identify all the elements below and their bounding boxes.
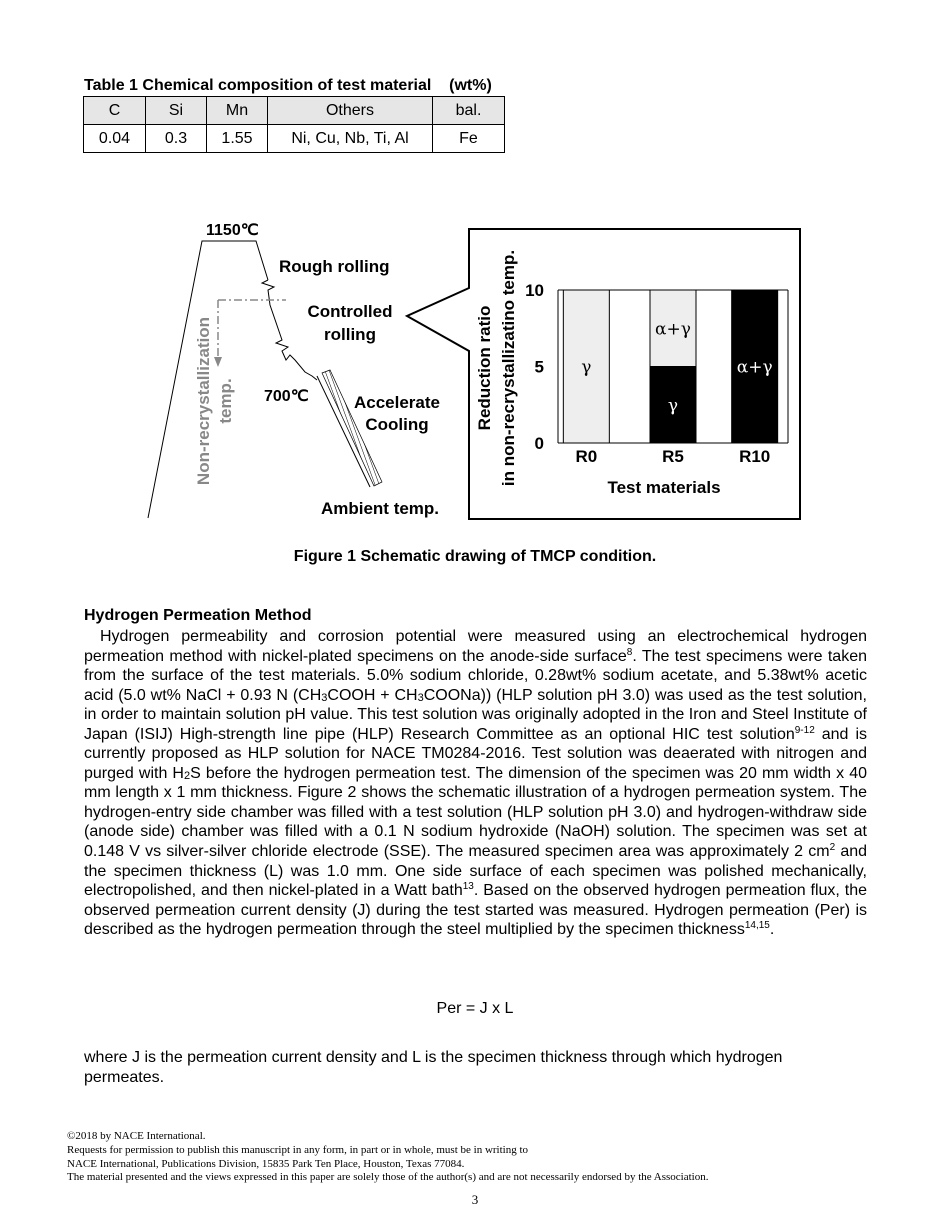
figure-caption: Figure 1 Schematic drawing of TMCP condition. [293, 548, 657, 565]
footer-line: NACE International, Publications Division, 15835 Park Ten Place, Houston, Texas 77084. [67, 1157, 465, 1170]
down-arrow-icon [214, 357, 222, 367]
non-recrystallization-marker [218, 300, 286, 360]
table-header-cell: bal. [433, 97, 505, 125]
accelerate-cooling-label: Cooling [365, 415, 429, 434]
body-paragraph [84, 627, 867, 940]
citation: 8 [626, 646, 633, 658]
table-header-cell: C [84, 97, 146, 125]
non-recrystallization-label: temp. [216, 378, 235, 424]
composition-table [83, 96, 505, 153]
table-title: Table 1 Chemical composition of test material (wt%) [84, 77, 492, 94]
tmcp-figure [130, 210, 810, 530]
citation: 13 [462, 881, 474, 893]
citation: 14,15 [744, 920, 770, 932]
table-header-cell: Mn [207, 97, 268, 125]
subscript: 3 [417, 691, 424, 704]
text-run: COONa)) (HLP solution pH 3.0) was used as the test solution, in order to maintain solution pH value. This test solution was originally adopted in the Iron and Steel Institute of Japan (ISIJ) High-strength line pipe (HLP) Research Committee as an optional HIC test solution [84, 686, 868, 743]
y-tick-label: 0 [534, 434, 544, 453]
text-run: and the specimen thickness (L) was 1.0 mm. One side surface of each specimen was polished mechanically, electropolished, and then nickel-plated in a Watt bath [84, 843, 868, 900]
footer-copyright: ©2018 by NACE International. [67, 1130, 206, 1142]
x-axis-label: Test materials [607, 478, 721, 497]
rough-rolling-label: Rough rolling [279, 257, 390, 276]
controlled-rolling-label: Controlled [307, 302, 393, 321]
table-cell: 1.55 [207, 125, 268, 153]
accelerate-cooling-label: Accelerate [353, 393, 441, 412]
table-cell: 0.3 [146, 125, 207, 153]
bar-segment-label: α+γ [655, 319, 691, 340]
subscript: 2 [184, 769, 191, 782]
ambient-temp-label: Ambient temp. [320, 499, 440, 518]
x-tick-label: R5 [662, 447, 684, 466]
bar-segment-label: γ [581, 357, 592, 378]
start-temp-label: 1150℃ [206, 222, 259, 239]
text-run: COOH + CH [327, 686, 418, 704]
bar-segment-label: γ [667, 395, 679, 416]
subscript: 3 [321, 691, 328, 704]
text-run: Hydrogen permeability and corrosion potential were measured using an electrochemical hydrogen permeation method with nickel-plated specimens on the anode-side surface [84, 628, 867, 665]
text-run: S before the hydrogen permeation test. The dimension of the specimen was 20 mm width x 40 mm length x 1 mm thickness. Figure 2 shows the schematic illustration of a hydrogen permeation system. The hydrogen-entry side chamber was filled with a test solution (HLP solution pH 3.0) and hydrogen-withdraw side (anode side) chamber was filled with a 0.1 N sodium hydroxide (NaOH) solution. The specimen was set at 0.148 V vs silver-silver chloride electrode (SSE). The measured specimen area was approximately 2 cm [84, 764, 868, 861]
equation: Per = J x L [436, 1000, 514, 1017]
y-tick-label: 10 [525, 281, 544, 300]
section-heading: Hydrogen Permeation Method [84, 607, 312, 624]
footer-line: Requests for permission to publish this manuscript in any form, in part or in whole, must be in writing to [67, 1143, 529, 1156]
y-axis-label: in non-recrystallizatino temp. [499, 249, 518, 487]
non-recrystallization-label: Non-recrystallization [194, 316, 213, 486]
y-axis-label: Reduction ratio [475, 305, 494, 431]
table-row [84, 125, 505, 153]
footer [67, 1130, 708, 1185]
x-tick-label: R0 [575, 447, 598, 466]
bar-segment-label: α+γ [736, 357, 773, 378]
finish-temp-label: 700℃ [264, 388, 309, 405]
x-tick-label: R10 [739, 447, 771, 466]
y-tick-label: 5 [534, 357, 544, 377]
text-run: . [769, 921, 775, 939]
table-header-cell: Others [268, 97, 433, 125]
footer-line: The material presented and the views expressed in this paper are solely those of the author(s) and are not necessarily endorsed by the Association. [67, 1171, 709, 1184]
text-run: and is currently proposed as HLP solution for NACE TM0284-2016. Test solution was deaerated with nitrogen and purged with H [84, 725, 867, 782]
controlled-rolling-label: rolling [324, 325, 376, 344]
text-run: . The test specimens were taken from the surface of the test materials. 5.0% sodium chloride, 0.28wt% sodium acetate, and 5.38wt% acetic acid (5.0 wt% NaCl + 0.93 N (CH [84, 647, 867, 704]
equation-explanation: where J is the permeation current density and L is the specimen thickness through which hydrogen permeates. [84, 1049, 783, 1086]
table-header-row [84, 97, 505, 125]
table-header-cell: Si [146, 97, 207, 125]
superscript: 2 [829, 842, 836, 854]
text-run: . Based on the observed hydrogen permeation flux, the observed permeation current density (J) during the test started was measured. Hydrogen permeation (Per) is described as the hydrogen permeation through the steel multiplied by the specimen thickness [84, 882, 868, 939]
citation: 9-12 [794, 724, 815, 736]
table-cell: Fe [433, 125, 505, 153]
temperature-path [148, 241, 370, 518]
table-cell: 0.04 [84, 125, 146, 153]
page-number: 3 [471, 1192, 479, 1207]
table-cell: Ni, Cu, Nb, Ti, Al [268, 125, 433, 153]
